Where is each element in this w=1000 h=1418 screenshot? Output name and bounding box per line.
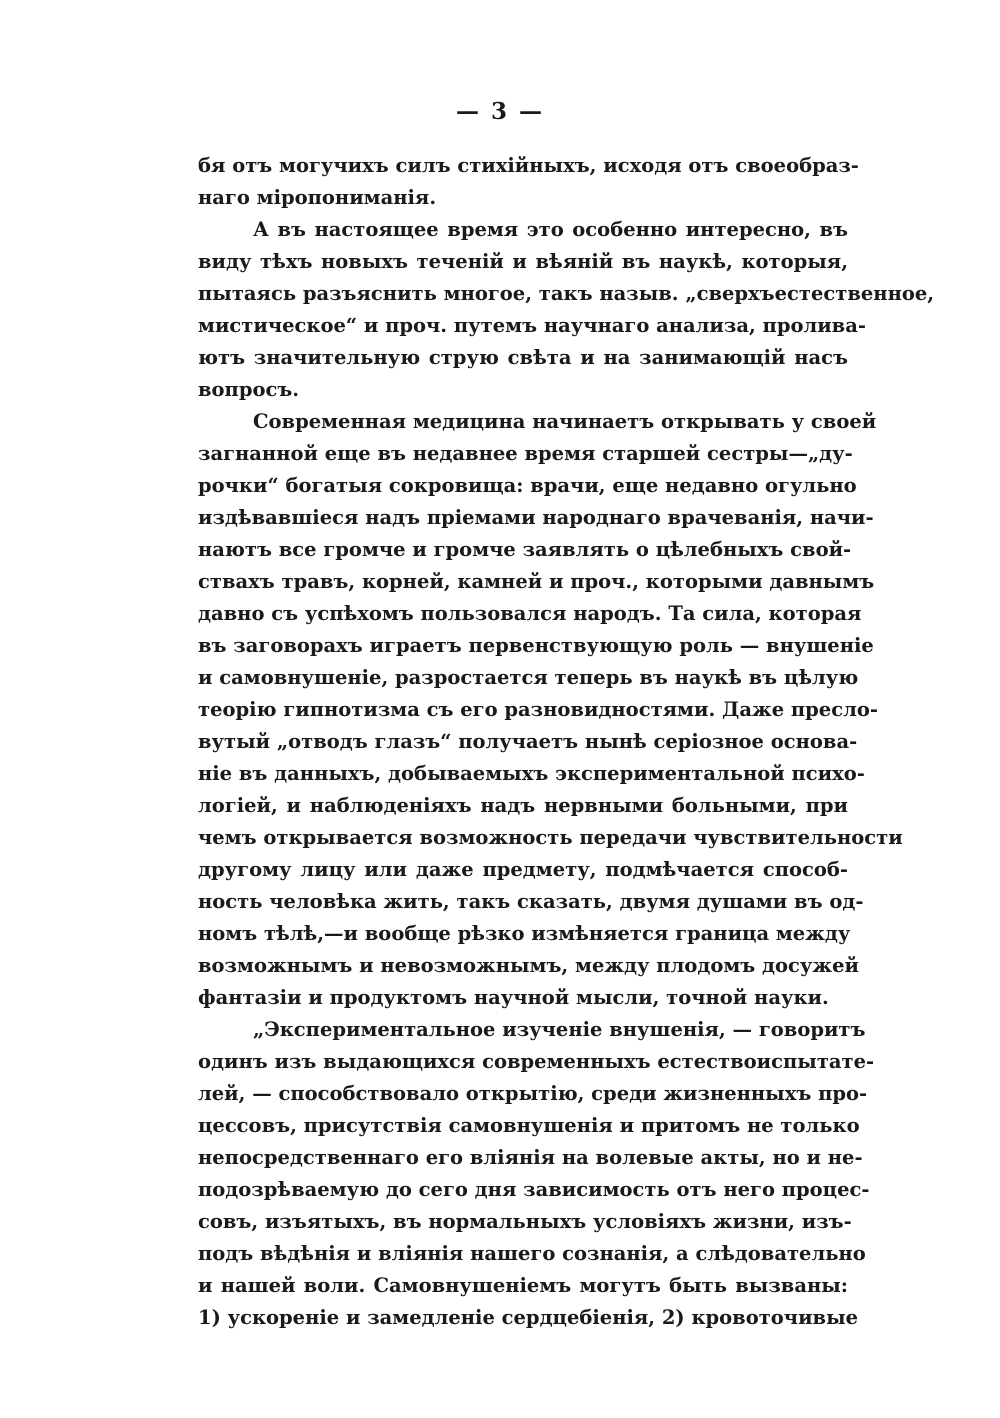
text-line: номъ тѣлѣ,—и вообще рѣзко измѣняется граница между bbox=[198, 922, 851, 945]
text-line: непосредственнаго его вліянія на волевые акты, но и не- bbox=[198, 1146, 863, 1169]
text-line: виду тѣхъ новыхъ теченій и вѣяній въ наукѣ, которыя, bbox=[198, 250, 848, 273]
text-line: цессовъ, присутствія самовнушенія и притомъ не только bbox=[198, 1114, 860, 1137]
text-line: подъ вѣдѣнія и вліянія нашего сознанія, а слѣдовательно bbox=[198, 1242, 866, 1265]
text-line: логіей, и наблюденіяхъ надъ нервными больными, при bbox=[198, 794, 848, 817]
text-line: ствахъ травъ, корней, камней и проч., которыми давнымъ bbox=[198, 570, 875, 593]
text-line: ютъ значительную струю свѣта и на занимающій насъ bbox=[198, 346, 848, 369]
text-line: А въ настоящее время это особенно интересно, въ bbox=[253, 218, 848, 241]
body-text bbox=[198, 150, 935, 1334]
text-line: вопросъ. bbox=[198, 378, 300, 401]
text-line: рочки“ богатыя сокровища: врачи, еще недавно огульно bbox=[198, 474, 857, 497]
text-line: бя отъ могучихъ силъ стихійныхъ, исходя отъ своеобраз- bbox=[198, 154, 859, 177]
text-line: другому лицу или даже предмету, подмѣчается способ- bbox=[198, 858, 848, 881]
text-line: загнанной еще въ недавнее время старшей сестры—„ду- bbox=[198, 442, 853, 465]
text-line: ность человѣка жить, такъ сказать, двумя душами въ од- bbox=[198, 890, 864, 913]
text-line: „Экспериментальное изученіе внушенія, — говоритъ bbox=[253, 1018, 866, 1041]
text-line: давно съ успѣхомъ пользовался народъ. Та сила, которая bbox=[198, 602, 862, 625]
text-line: и нашей воли. Самовнушеніемъ могутъ быть вызваны: bbox=[198, 1274, 848, 1297]
text-line: возможнымъ и невозможнымъ, между плодомъ досужей bbox=[198, 954, 859, 977]
text-line: совъ, изъятыхъ, въ нормальныхъ условіяхъ жизни, изъ- bbox=[198, 1210, 852, 1233]
text-line: наго міропониманія. bbox=[198, 186, 437, 209]
text-line: наютъ все громче и громче заявлять о цѣлебныхъ свой- bbox=[198, 538, 852, 561]
text-line: Современная медицина начинаетъ открывать у своей bbox=[253, 410, 877, 433]
text-line: теорію гипнотизма съ его разновидностями. Даже пресло- bbox=[198, 698, 878, 721]
text-line: и самовнушеніе, разростается теперь въ наукѣ въ цѣлую bbox=[198, 666, 859, 689]
text-line: 1) ускореніе и замедленіе сердцебіенія, 2) кровоточивые bbox=[198, 1306, 859, 1329]
text-line: подозрѣваемую до сего дня зависимость отъ него процес- bbox=[198, 1178, 870, 1201]
text-line: ніе въ данныхъ, добываемыхъ экспериментальной психо- bbox=[198, 762, 865, 785]
text-line: фантазіи и продуктомъ научной мысли, точной науки. bbox=[198, 986, 829, 1009]
text-line: лей, — способствовало открытію, среди жизненныхъ про- bbox=[198, 1082, 868, 1105]
text-line: въ заговорахъ играетъ первенствующую роль — внушеніе bbox=[198, 634, 874, 657]
text-line: чемъ открывается возможность передачи чувствительности bbox=[198, 826, 903, 849]
text-line: вутый „отводъ глазъ“ получаетъ нынѣ серіозное основа- bbox=[198, 730, 858, 753]
text-line: одинъ изъ выдающихся современныхъ естествоиспытате- bbox=[198, 1050, 875, 1073]
text-line: издѣвавшіеся надъ пріемами народнаго врачеванія, начи- bbox=[198, 506, 874, 529]
text-line: пытаясь разъяснить многое, такъ назыв. „сверхъестественное, bbox=[198, 282, 935, 305]
text-line: мистическое“ и проч. путемъ научнаго анализа, пролива- bbox=[198, 314, 866, 337]
page-number: — 3 — bbox=[455, 98, 545, 125]
